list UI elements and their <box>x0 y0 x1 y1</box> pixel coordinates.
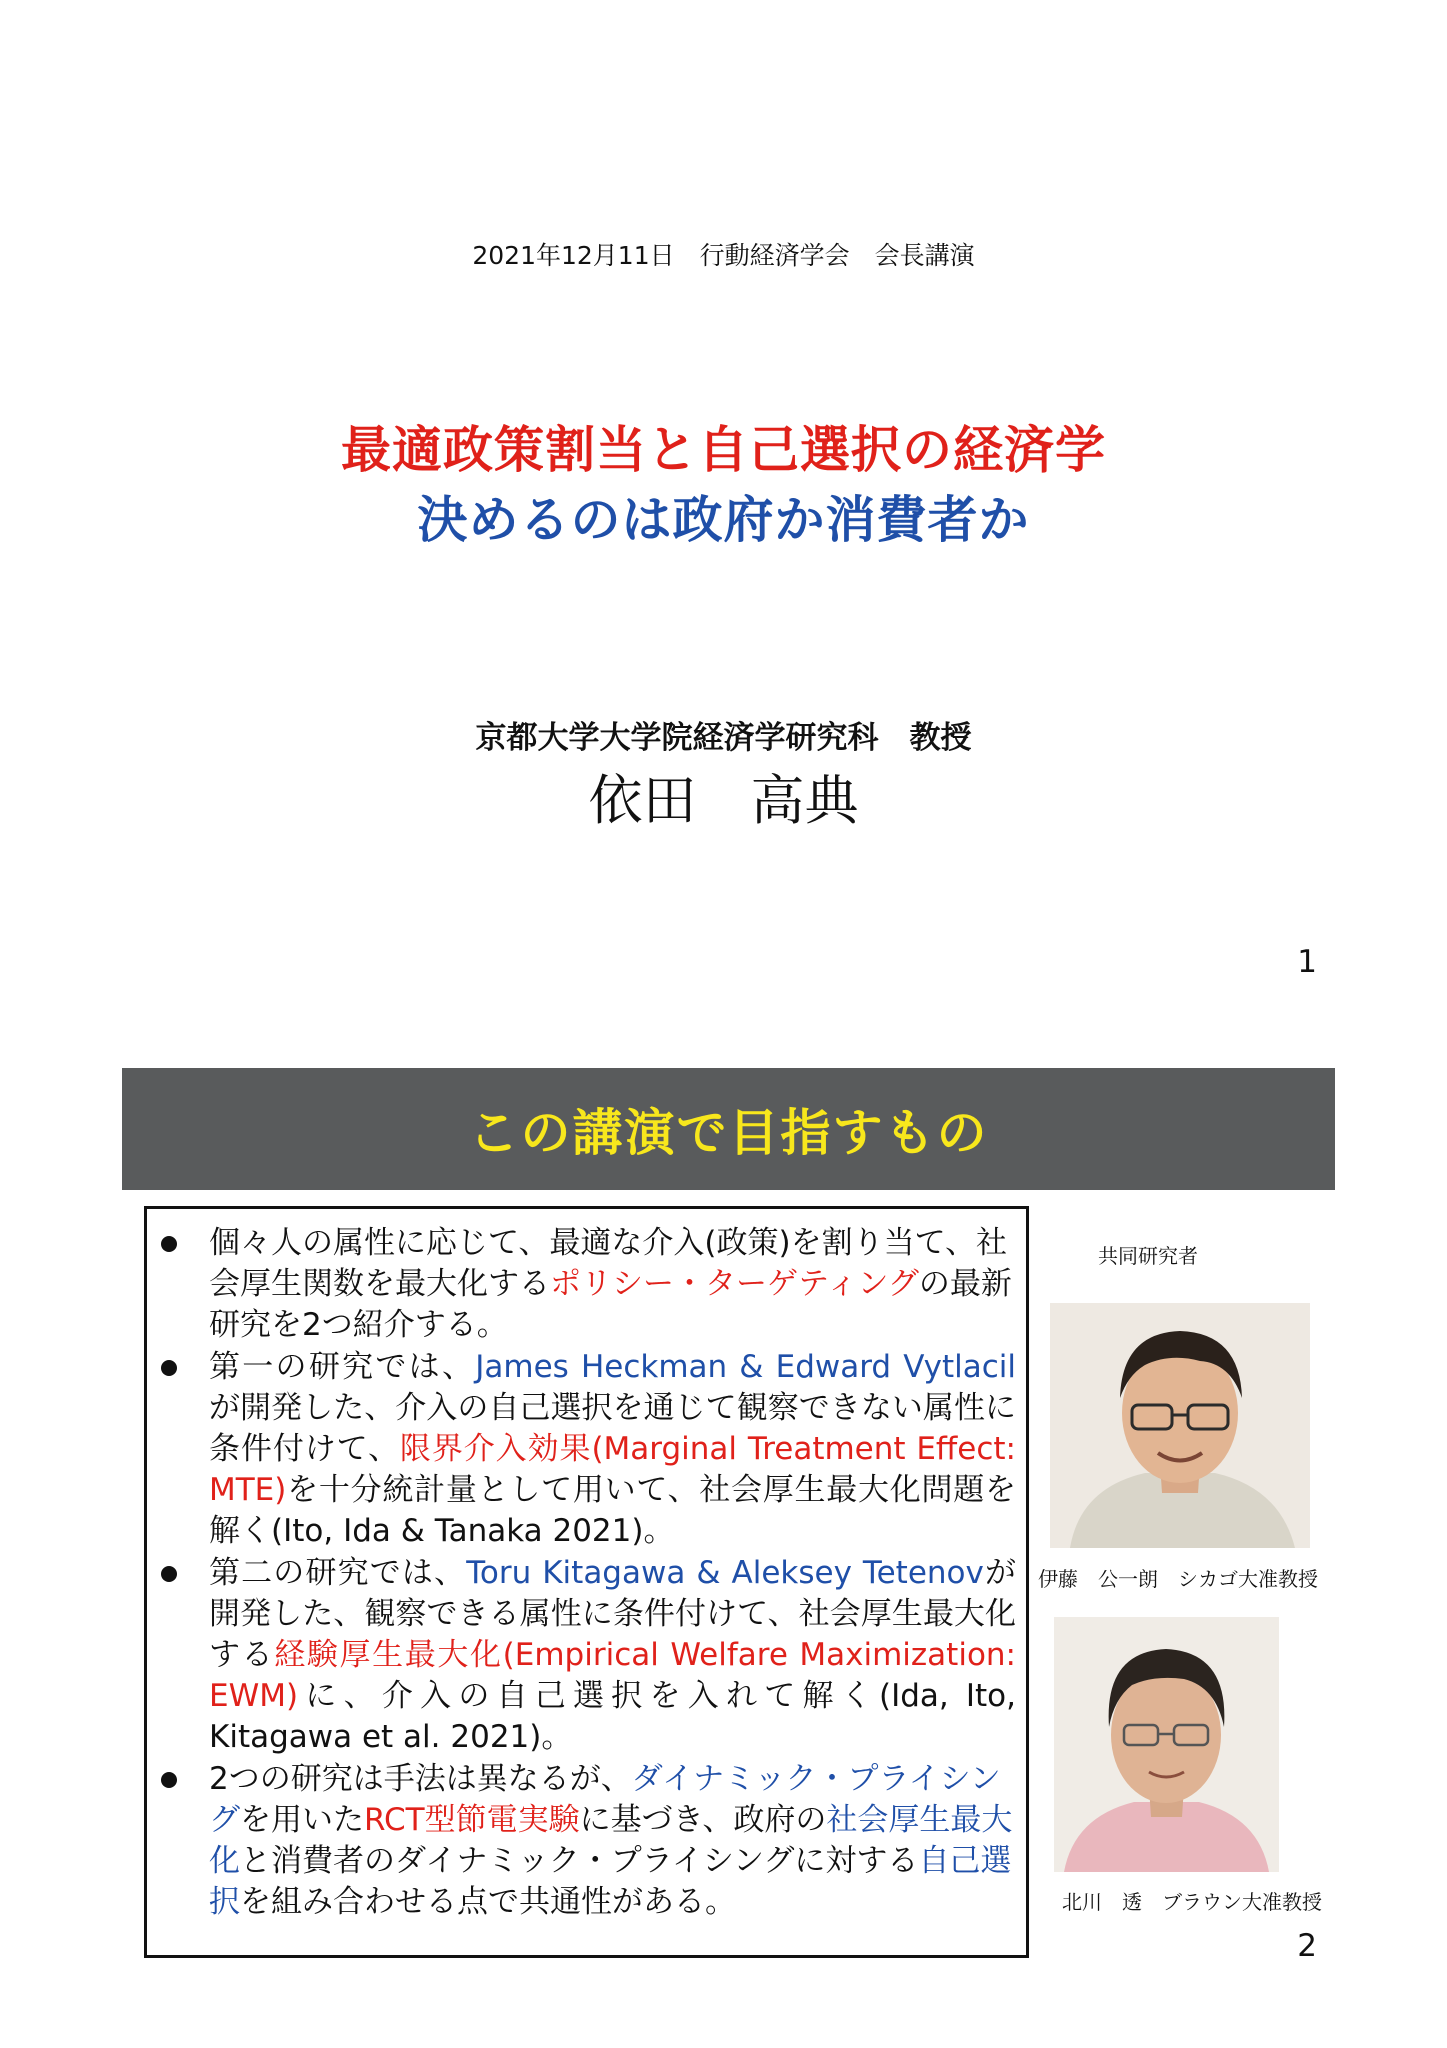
bullet-item-2 <box>161 1347 1016 1552</box>
bullet-text: を組み合わせる点で共通性がある。 <box>240 1884 736 1920</box>
banner-title: この講演で目指すもの <box>468 1104 989 1162</box>
page-number-2: 2 <box>1297 1928 1317 1964</box>
date-line: 2021年12月11日 行動経済学会 会長講演 <box>472 241 975 270</box>
bullet-highlight: ポリシー・ターゲティング <box>550 1266 919 1302</box>
bullet-text: が開発した、観察できる属性に条件付けて、社会厚生最大化する <box>209 1555 1017 1673</box>
bullet-dot-icon <box>161 1360 177 1376</box>
bullet-text: 個々人の属性に応じて、最適な介入(政策)を割り当て、社会厚生関数を最大化する <box>209 1225 1007 1302</box>
person-portrait-icon <box>1050 1303 1310 1548</box>
bullet-dot-icon <box>161 1566 177 1582</box>
bullet-dot-icon <box>161 1236 177 1252</box>
bullet-text: が開発した、介入の自己選択を通じて観察できない属性に条件付けて、 <box>209 1390 1016 1467</box>
bullet-text: 2つの研究は手法は異なるが、 <box>209 1761 632 1797</box>
researcher-1-caption: 伊藤 公一朗 シカゴ大准教授 <box>1038 1567 1318 1591</box>
bullet-text: を十分統計量として用いて、社会厚生最大化問題を解く(Ito, Ida & Tanaka 2021)。 <box>209 1472 1016 1549</box>
bullet-text: と消費者のダイナミック・プライシングに対する <box>240 1843 919 1879</box>
bullet-item-1 <box>161 1223 1016 1346</box>
bullet-text: に基づき、政府の <box>579 1802 827 1838</box>
page-number-1: 1 <box>1297 944 1317 980</box>
title-line-2: 決めるのは政府か消費者か <box>417 491 1030 549</box>
bullet-item-4 <box>161 1759 1016 1923</box>
bullet-text: に、介入の自己選択を入れて解く(Ida, Ito, Kitagawa et al. 2021)。 <box>209 1678 1016 1755</box>
bullet-text: を用いた <box>240 1802 364 1838</box>
researcher-2-caption: 北川 透 ブラウン大准教授 <box>1062 1890 1322 1914</box>
bullet-highlight: RCT型節電実験 <box>364 1802 580 1838</box>
bullet-highlight: Toru Kitagawa & Aleksey Tetenov <box>466 1555 984 1591</box>
bullet-list <box>161 1223 1016 1923</box>
bullet-item-3 <box>161 1553 1016 1758</box>
researcher-2-photo <box>1054 1617 1279 1872</box>
bullet-highlight: ダイナミック・プライシング <box>209 1761 1001 1838</box>
bullet-box <box>144 1206 1029 1958</box>
bullet-highlight: 経験厚生最大化(Empirical Welfare Maximization: EWM) <box>209 1637 1017 1714</box>
bullet-highlight: James Heckman & Edward Vytlacil <box>475 1349 1016 1385</box>
bullet-dot-icon <box>161 1772 177 1788</box>
coresearchers-label: 共同研究者 <box>1098 1244 1198 1268</box>
bullet-text: の最新研究を2つ紹介する。 <box>209 1266 1012 1343</box>
person-portrait-icon <box>1054 1617 1279 1872</box>
speaker-name: 依田 高典 <box>588 769 859 832</box>
bullet-highlight: 社会厚生最大化 <box>209 1802 1013 1879</box>
bullet-text: 第一の研究では、 <box>209 1349 476 1385</box>
bullet-highlight: 自己選択 <box>209 1843 1012 1920</box>
title-line-1: 最適政策割当と自己選択の経済学 <box>341 421 1106 479</box>
bullet-text: 第二の研究では、 <box>209 1555 467 1591</box>
bullet-highlight: 限界介入効果(Marginal Treatment Effect: MTE) <box>209 1431 1016 1508</box>
researcher-1-photo <box>1050 1303 1310 1548</box>
speaker-affiliation: 京都大学大学院経済学研究科 教授 <box>475 720 972 756</box>
slide-banner <box>122 1068 1335 1190</box>
